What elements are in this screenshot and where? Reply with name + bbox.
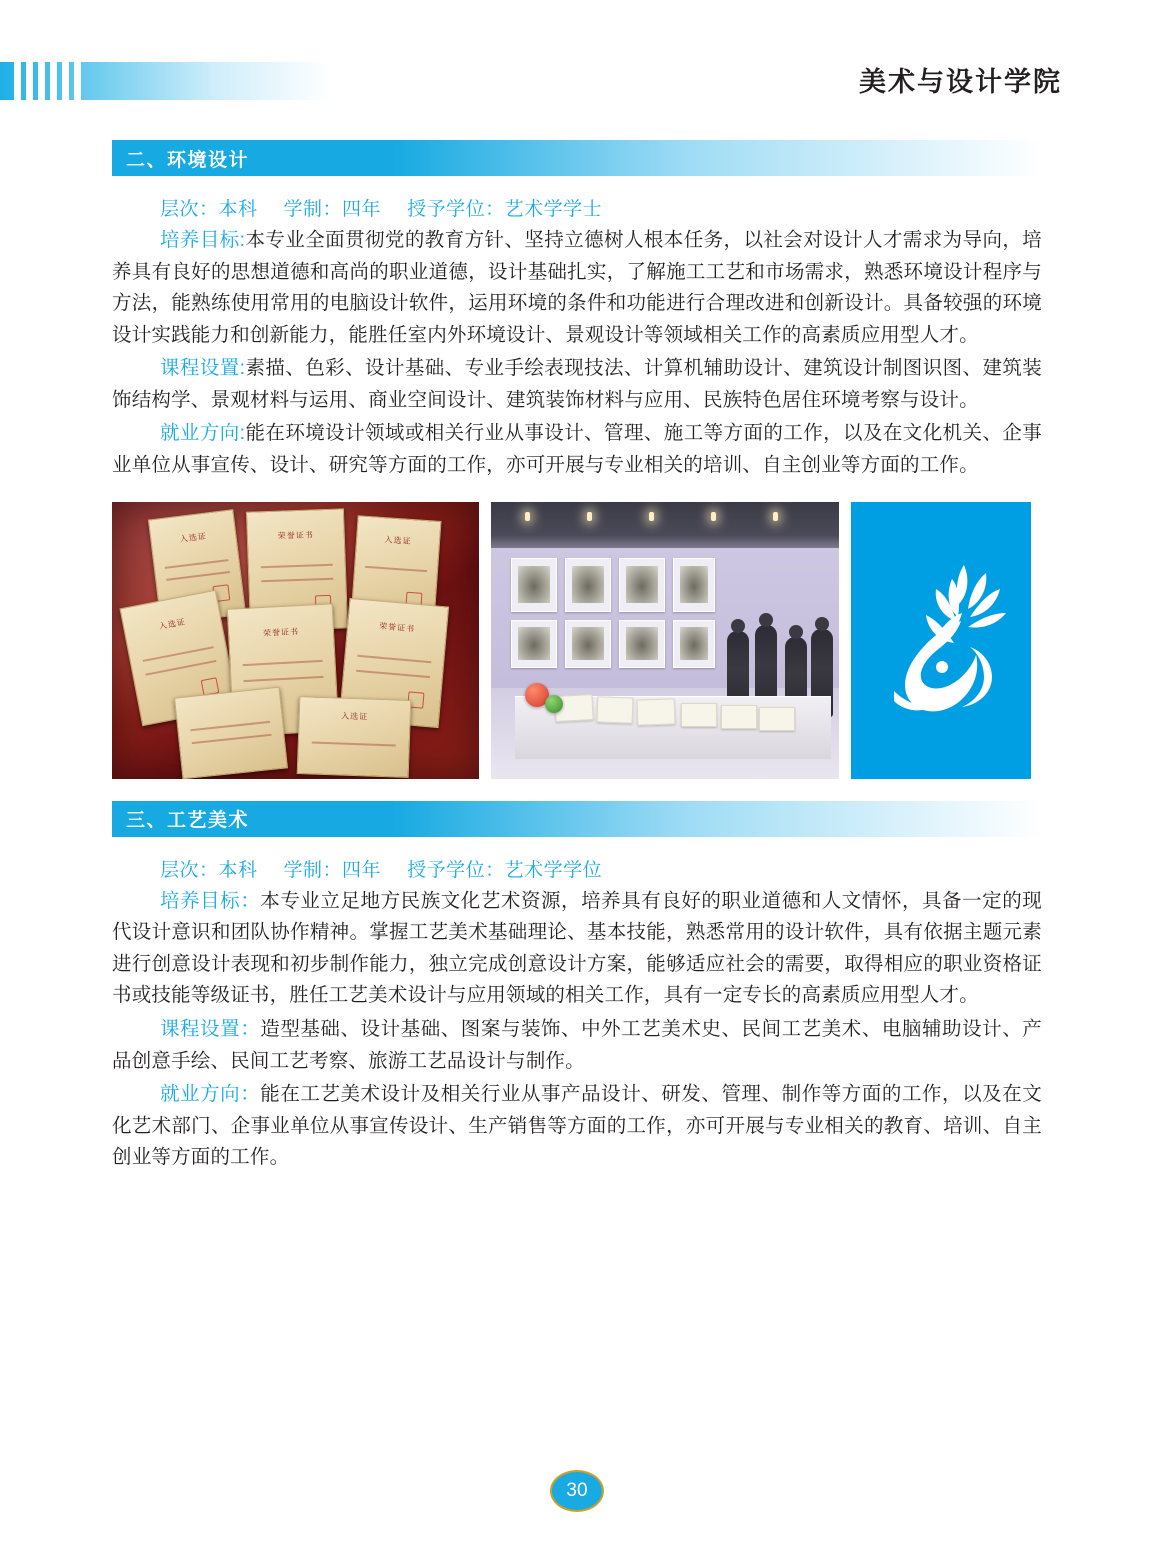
paragraph-text: 本专业全面贯彻党的教育方针、坚持立德树人根本任务，以社会对设计人才需求为导向，培养具有良好的思想道德和高尚的职业道德，设计基础扎实，了解施工工艺和市场需求，熟悉环境设计程序与方法，能熟练使用常用的电脑设计软件，运用环境的条件和功能进行合理改进和创新设计。具备较强的环境设计实践能力和创新能力，能胜任室内外环境设计、景观设计等领域相关工作的高素质应用型人才。 xyxy=(112,229,1042,346)
system-label: 学制： xyxy=(283,199,343,220)
paragraph-text: 能在工艺美术设计及相关行业从事产品设计、研发、管理、制作等方面的工作，以及在文化艺术部门、企事业单位从事宣传设计、生产销售等方面的工作，亦可开展与专业相关的教育、培训、自主创业等方面的工作。 xyxy=(112,1083,1042,1169)
paragraph-label: 培养目标: xyxy=(160,229,246,251)
paragraph-courses xyxy=(112,1014,1042,1077)
paragraph-label: 就业方向： xyxy=(160,1083,261,1106)
degree-value: 艺术学学士 xyxy=(504,199,603,220)
level-value: 本科 xyxy=(218,859,258,881)
flower-bird-ornament-icon xyxy=(866,555,1016,725)
paragraph-label: 课程设置： xyxy=(160,1017,261,1040)
system-value: 四年 xyxy=(342,859,382,881)
photo-gallery xyxy=(112,502,1042,779)
page-header xyxy=(0,0,1154,118)
certificates-photo: 入选证 荣誉证书 入选证 入选证 荣誉证书 荣誉证书 入选证 xyxy=(112,502,479,779)
page-title: 美术与设计学院 xyxy=(859,67,1062,97)
program-meta-environment-design xyxy=(112,194,1042,221)
exhibition-photo xyxy=(491,502,839,779)
section-header-arts-and-crafts xyxy=(112,801,1042,837)
page-footer xyxy=(0,1470,1154,1512)
paragraph-text: 造型基础、设计基础、图案与装饰、中外工艺美术史、民间工艺美术、电脑辅助设计、产品创意手绘、民间工艺考察、旅游工艺品设计与制作。 xyxy=(112,1017,1042,1072)
level-label: 层次： xyxy=(160,199,219,220)
paragraph-label: 课程设置: xyxy=(160,357,246,380)
paragraph-label: 就业方向: xyxy=(160,422,246,445)
section-title: 二、环境设计 xyxy=(126,149,250,171)
paragraph-courses xyxy=(112,353,1042,416)
system-label: 学制： xyxy=(283,859,343,881)
degree-label: 授予学位： xyxy=(407,199,505,220)
paragraph-employment xyxy=(112,1079,1042,1174)
section-header-environment-design xyxy=(112,140,1042,176)
degree-label: 授予学位： xyxy=(407,859,505,881)
paragraph-employment xyxy=(112,418,1042,481)
program-meta-arts-and-crafts xyxy=(112,855,1042,882)
paragraph-label: 培养目标： xyxy=(160,889,261,912)
paragraph-text: 能在环境设计领域或相关行业从事设计、管理、施工等方面的工作，以及在文化机关、企事业单位从事宣传、设计、研究等方面的工作，亦可开展与专业相关的培训、自主创业等方面的工作。 xyxy=(112,422,1042,477)
page-number-badge: 30 xyxy=(550,1470,604,1512)
bars-logo-icon xyxy=(14,62,88,100)
document-content xyxy=(112,140,1042,1176)
section-title: 三、工艺美术 xyxy=(126,810,250,832)
degree-value: 艺术学学位 xyxy=(504,859,603,881)
decorative-logo xyxy=(851,502,1031,779)
paragraph-training-objective xyxy=(112,225,1042,351)
level-label: 层次： xyxy=(160,859,219,881)
level-value: 本科 xyxy=(218,199,258,220)
paragraph-training-objective xyxy=(112,886,1042,1012)
paragraph-text: 本专业立足地方民族文化艺术资源，培养具有良好的职业道德和人文情怀，具备一定的现代设计意识和团队协作精神。掌握工艺美术基础理论、基本技能，熟悉常用的设计软件，具有依据主题元素进行创意设计表现和初步制作能力，独立完成创意设计方案，能够适应社会的需要，取得相应的职业资格证书或技能等级证书，胜任工艺美术设计与应用领域的相关工作，具有一定专长的高素质应用型人才。 xyxy=(112,889,1042,1007)
system-value: 四年 xyxy=(342,199,382,220)
paragraph-text: 素描、色彩、设计基础、专业手绘表现技法、计算机辅助设计、建筑设计制图识图、建筑装饰结构学、景观材料与运用、商业空间设计、建筑装饰材料与应用、民族特色居住环境考察与设计。 xyxy=(112,357,1042,411)
